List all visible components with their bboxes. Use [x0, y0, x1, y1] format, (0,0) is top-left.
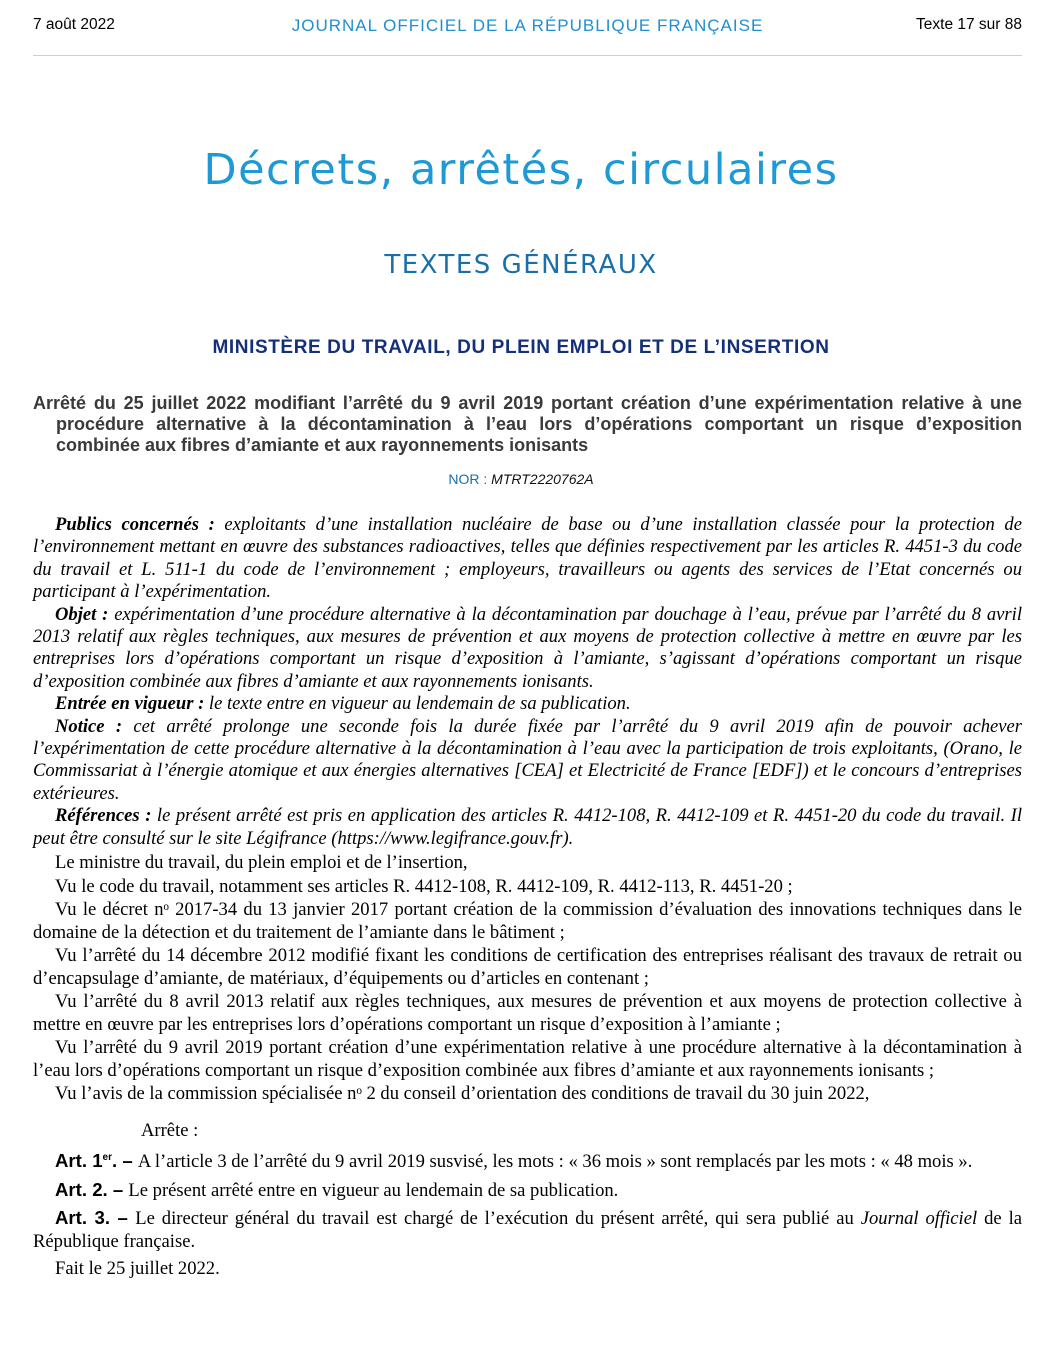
abstract-paragraph [33, 514, 1022, 604]
page-header [33, 16, 1022, 38]
abstract-label: Notice : [55, 715, 123, 737]
subsection-title: TEXTES GÉNÉRAUX [384, 250, 658, 280]
visa-paragraph: Vu l’arrêté du 8 avril 2013 relatif aux règles techniques, aux mesures de prévention et aux moyens de protection collective à mettre en œuvre par les entreprises lors d’opérations comportant un risque d’exposition à l’amiante ; [33, 991, 1022, 1035]
closing-date: Fait le 25 juillet 2022. [55, 1257, 220, 1279]
journal-officiel-ref: Journal officiel [860, 1208, 978, 1230]
article-text: Le présent arrêté entre en vigueur au lendemain de sa publication. [128, 1179, 619, 1201]
visa-paragraph: Vu l’avis de la commission spécialisée nᵒ 2 du conseil d’orientation des conditions de travail du 30 juin 2022, [55, 1083, 870, 1105]
abstract-label: Entrée en vigueur : [55, 693, 205, 715]
abstract-paragraph [33, 805, 1022, 850]
preamble [33, 852, 1022, 1106]
visa-paragraph: Vu l’arrêté du 9 avril 2019 portant création d’une expérimentation relative à une procédure alternative à la décontamination à l’eau lors d’opérations comportant un risque d’exposition combinée aux fibres d’amiante et aux rayonnements ionisants ; [33, 1037, 1022, 1081]
header-divider [33, 55, 1022, 56]
article-number: Art. 2. – [55, 1178, 129, 1200]
article-text: A l’article 3 de l’arrêté du 9 avril 2019 susvisé, les mots : « 36 mois » sont remplacés par les mots : « 48 mois ». [137, 1151, 973, 1173]
decree-title: Arrêté du 25 juillet 2022 modifiant l’arrêté du 9 avril 2019 portant création d’une expérimentation relative à une procédure alternative à la décontamination à l’eau lors d’opérations comportant un risque d’exposition combinée aux fibres d’amiante et aux rayonnements ionisants [33, 393, 1022, 455]
article-number: Art. 1er. – [55, 1150, 138, 1172]
minister-line: Le ministre du travail, du plein emploi et de l’insertion, [55, 852, 468, 874]
abstract-paragraph [33, 693, 1022, 715]
abstract [33, 514, 1022, 850]
arrete-line: Arrête : [141, 1119, 199, 1141]
visa-paragraph: Vu le décret nᵒ 2017-34 du 13 janvier 2017 portant création de la commission d’évaluation des innovations techniques dans le domaine de la détection et du traitement de l’amiante dans le bâtiment ; [33, 899, 1022, 943]
abstract-paragraph [33, 716, 1022, 806]
document-body [33, 514, 1022, 1280]
journal-title: JOURNAL OFFICIEL DE LA RÉPUBLIQUE FRANÇAISE [291, 16, 764, 35]
article-text-end: de la République française. [33, 1208, 1022, 1252]
abstract-text: exploitants d’une installation nucléaire de base ou d’une installation classée pour la protection de l’environnement mettant en œuvre des substances radioactives, telles que définies respectivement par les articles R. 4451-3 du code du travail et L. 511-1 du code de l’environnement ; employeurs, travailleurs ou agents des services de l’Etat concernés ou participant à l’expérimentation. [33, 514, 1022, 603]
article-2 [33, 1179, 1022, 1202]
nor-label: NOR : [448, 471, 492, 487]
abstract-text: le présent arrêté est pris en application des articles R. 4412-108, R. 4412-109 et R. 4451-20 du code du travail. Il peut être consulté sur le site Légifrance (https://www.legifrance.gouv.fr). [33, 805, 1022, 849]
abstract-text: cet arrêté prolonge une seconde fois la durée fixée par l’arrêté du 9 avril 2019 afin de pouvoir achever l’expérimentation de cette procédure alternative à la décontamination à l’eau avec la participation de trois exploitants, (Orano, le Commissariat à l’énergie atomique et aux énergies alternatives [CEA] et Electricité de France [EDF]) et le concours d’entreprises extérieures. [33, 715, 1022, 804]
abstract-paragraph [33, 604, 1022, 694]
abstract-text: expérimentation d’une procédure alternative à la décontamination par douchage à l’eau, prévue par l’arrêté du 8 avril 2013 relatif aux règles techniques, aux mesures de prévention et aux moyens de protection collective à mettre en œuvre par les entreprises lors d’opérations comportant un risque d’exposition à l’amiante, s’agissant d’opérations comportant un risque d’exposition combinée aux fibres d’amiante et aux rayonnements ionisants. [33, 603, 1022, 692]
ministry-name: MINISTÈRE DU TRAVAIL, DU PLEIN EMPLOI ET DE L’INSERTION [212, 337, 830, 358]
nor-reference [0, 471, 1042, 487]
article-3 [33, 1207, 1022, 1253]
article-number: Art. 3. – [55, 1207, 136, 1229]
article-1 [33, 1147, 1022, 1174]
visa-paragraph: Vu l’arrêté du 14 décembre 2012 modifié fixant les conditions de certification des entreprises réalisant des travaux de retrait ou d’encapsulage d’amiante, de matériaux, d’équipements ou d’articles en contenant ; [33, 945, 1022, 989]
abstract-text: le texte entre en vigueur au lendemain de sa publication. [204, 693, 631, 715]
publication-date: 7 août 2022 [33, 16, 115, 33]
section-title: Décrets, arrêtés, circulaires [203, 145, 839, 195]
abstract-label: Références : [55, 805, 152, 827]
abstract-label: Objet : [55, 603, 109, 625]
abstract-label: Publics concernés : [55, 514, 215, 535]
article-text: Le directeur général du travail est chargé de l’exécution du présent arrêté, qui sera publié au [135, 1208, 861, 1230]
page-indicator: Texte 17 sur 88 [916, 16, 1022, 33]
visa-paragraph: Vu le code du travail, notamment ses articles R. 4412-108, R. 4412-109, R. 4412-113, R. 4451-20 ; [55, 875, 793, 897]
nor-value: MTRT2220762A [491, 471, 594, 487]
